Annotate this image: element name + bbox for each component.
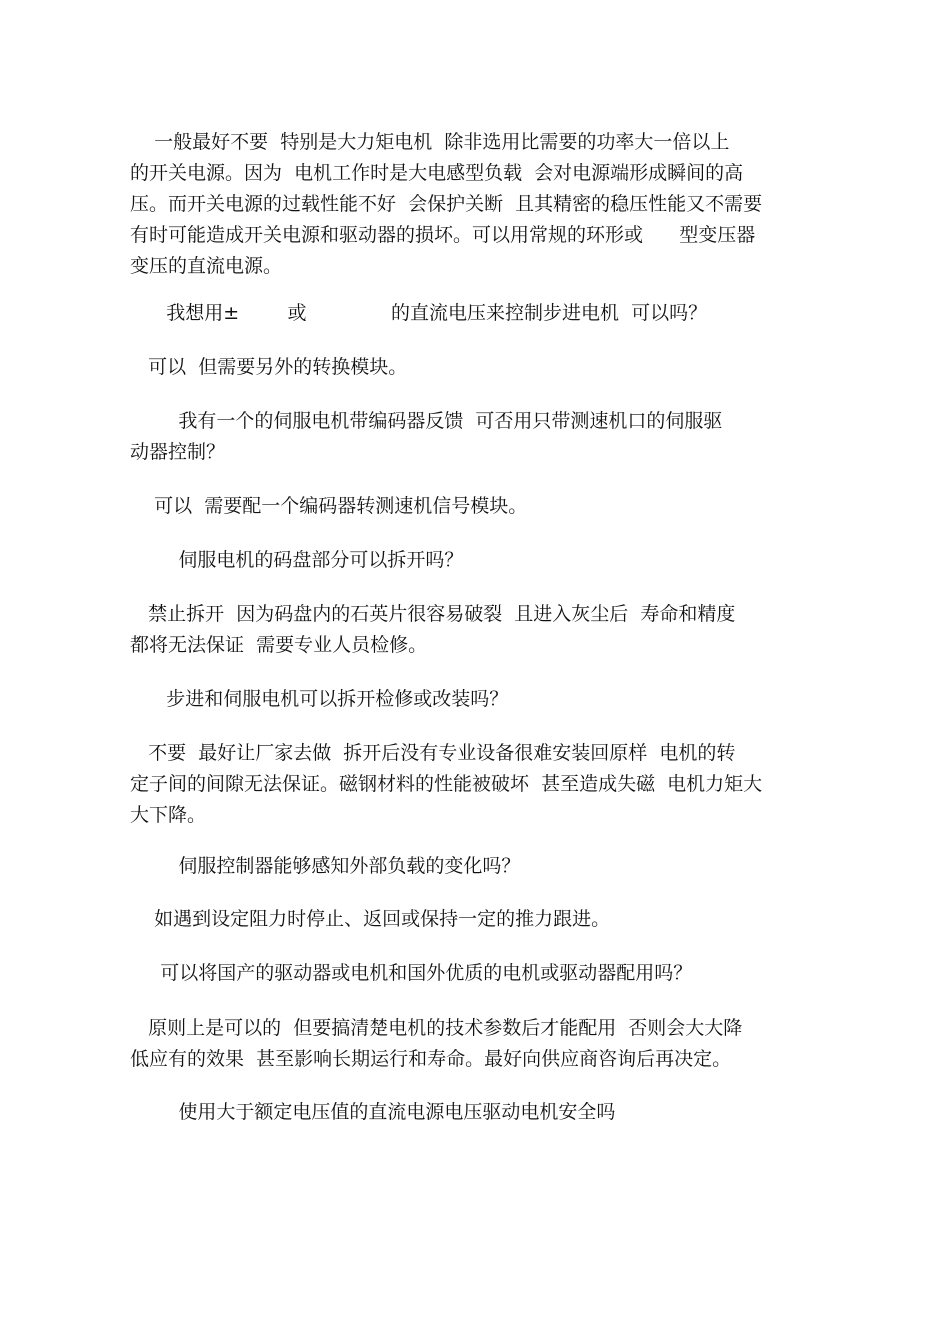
- question-load-sensing: [130, 851, 830, 882]
- text-line: 我想用± 或 的直流电压来控制步进电机 可以吗？: [130, 302, 708, 324]
- text-line: 有时可能造成开关电源和驱动器的损坏。可以用常规的环形或 型变压器: [130, 224, 756, 246]
- text-line: 大下降。: [130, 804, 207, 826]
- text-line: 压。而开关电源的过载性能不好 会保护关断 且其精密的稳压性能又不需要: [130, 193, 763, 215]
- text-line: 使用大于额定电压值的直流电源电压驱动电机安全吗: [130, 1101, 616, 1123]
- question-overvoltage: [130, 1097, 830, 1128]
- text-line: 可以将国产的驱动器或电机和国外优质的电机或驱动器配用吗？: [130, 962, 693, 984]
- answer-encoder-module: [130, 491, 830, 522]
- text-line: 禁止拆开 因为码盘内的石英片很容易破裂 且进入灰尘后 寿命和精度: [130, 603, 736, 625]
- text-line: 伺服控制器能够感知外部负载的变化吗？: [130, 855, 521, 877]
- text-line: 如遇到设定阻力时停止、返回或保持一定的推力跟进。: [130, 908, 611, 930]
- text-line: 不要 最好让厂家去做 拆开后没有专业设备很难安装回原样 电机的转: [130, 742, 736, 764]
- text-line: 可以 需要配一个编码器转测速机信号模块。: [130, 495, 528, 517]
- text-line: 我有一个的伺服电机带编码器反馈 可否用只带测速机口的伺服驱: [130, 410, 723, 432]
- text-line: 可以 但需要另外的转换模块。: [130, 356, 408, 378]
- text-line: 一般最好不要 特别是大力矩电机 除非选用比需要的功率大一倍以上: [130, 131, 730, 153]
- text-line: 低应有的效果 甚至影响长期运行和寿命。最好向供应商咨询后再决定。: [130, 1048, 732, 1070]
- text-line: 定子间的间隙无法保证。磁钢材料的性能被破坏 甚至造成失磁 电机力矩大: [130, 773, 763, 795]
- text-line: 原则上是可以的 但要搞清楚电机的技术参数后才能配用 否则会大大降: [130, 1017, 743, 1039]
- question-dc-voltage-control: [130, 298, 830, 329]
- question-motor-repair: [130, 684, 830, 715]
- question-mixed-components: [130, 958, 830, 989]
- answer-conversion-module: [130, 352, 830, 383]
- text-line: 步进和伺服电机可以拆开检修或改装吗？: [130, 688, 509, 710]
- question-encoder-disassembly: [130, 545, 830, 576]
- answer-load-sensing: [130, 904, 830, 935]
- answer-mixed-components: [130, 1013, 830, 1075]
- answer-power-supply: [130, 127, 830, 282]
- text-line: 变压的直流电源。: [130, 255, 283, 277]
- question-encoder-feedback: [130, 406, 830, 468]
- answer-motor-repair: [130, 738, 830, 831]
- text-line: 动器控制？: [130, 441, 226, 463]
- answer-encoder-disassembly: [130, 599, 830, 661]
- text-line: 的开关电源。因为 电机工作时是大电感型负载 会对电源端形成瞬间的高: [130, 162, 744, 184]
- text-line: 都将无法保证 需要专业人员检修。: [130, 634, 428, 656]
- text-line: 伺服电机的码盘部分可以拆开吗？: [130, 549, 464, 571]
